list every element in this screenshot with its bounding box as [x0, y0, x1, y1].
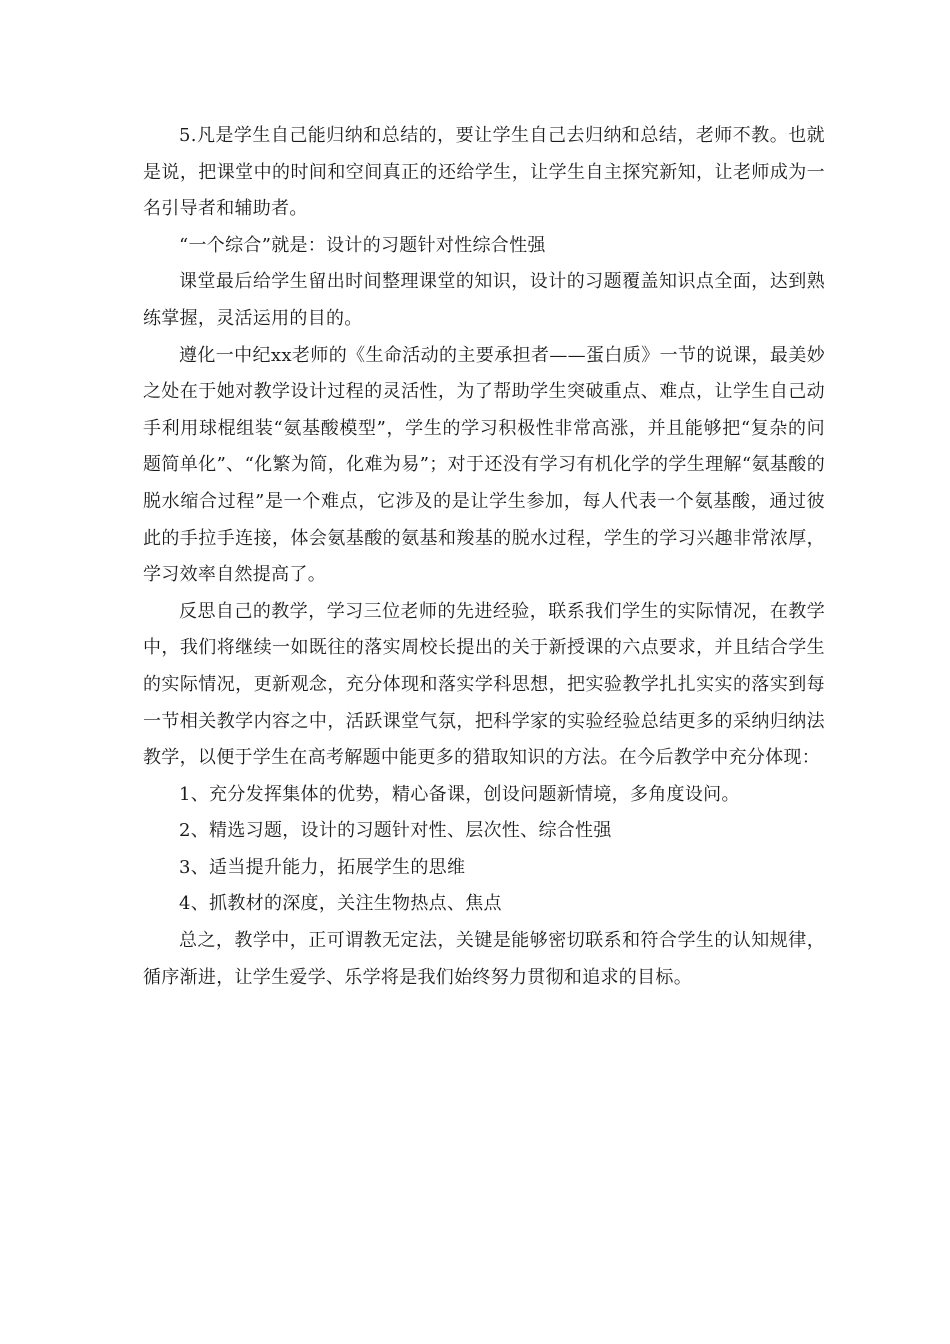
- paragraph-reflection: 反思自己的教学，学习三位老师的先进经验，联系我们学生的实际情况，在教学中，我们将继续一如既往的落实周校长提出的关于新授课的六点要求，并且结合学生的实际情况，更新观念，充分体现和落实学科思想，把实验教学扎扎实实的落实到每一节相关教学内容之中，活跃课堂气氛，把科学家的实验经验总结更多的采纳归纳法教学，以便于学生在高考解题中能更多的猎取知识的方法。在今后教学中充分体现：: [143, 600, 825, 769]
- paragraph-conclusion: 总之，教学中，正可谓教无定法，关键是能够密切联系和符合学生的认知规律，循序渐进，让学生爱学、乐学将是我们始终努力贯彻和追求的目标。: [143, 930, 825, 988]
- paragraph-classroom-summary: 课堂最后给学生留出时间整理课堂的知识，设计的习题覆盖知识点全面，达到熟练掌握，灵活运用的目的。: [143, 271, 825, 329]
- paragraph-protein-lesson: 遵化一中纪xx老师的《生命活动的主要承担者——蛋白质》一节的说课，最美妙之处在于她对教学设计过程的灵活性，为了帮助学生突破重点、难点，让学生自己动手利用球棍组装“氨基酸模型”，学生的学习积极性非常高涨，并且能够把“复杂的问题简单化”、“化繁为简，化难为易”；对于还没有学习有机化学的学生理解“氨基酸的脱水缩合过程”是一个难点，它涉及的是让学生参加，每人代表一个氨基酸，通过彼此的手拉手连接，体会氨基酸的氨基和羧基的脱水过程，学生的学习兴趣非常浓厚，学习效率自然提高了。: [143, 344, 825, 586]
- list-item-1: 1、充分发挥集体的优势，精心备课，创设问题新情境，多角度设问。: [179, 783, 740, 805]
- paragraph-point-5: 5.凡是学生自己能归纳和总结的，要让学生自己去归纳和总结，老师不教。也就是说，把课堂中的时间和空间真正的还给学生，让学生自主探究新知，让老师成为一名引导者和辅助者。: [143, 125, 825, 220]
- document-body: [143, 118, 825, 996]
- list-item-2: 2、精选习题，设计的习题针对性、层次性、综合性强: [179, 820, 612, 842]
- paragraph-one-synthesis-heading: “一个综合”就是：设计的习题针对性综合性强: [179, 234, 546, 256]
- list-item-4: 4、抓教材的深度，关注生物热点、焦点: [179, 893, 502, 915]
- list-item-3: 3、适当提升能力，拓展学生的思维: [179, 856, 466, 878]
